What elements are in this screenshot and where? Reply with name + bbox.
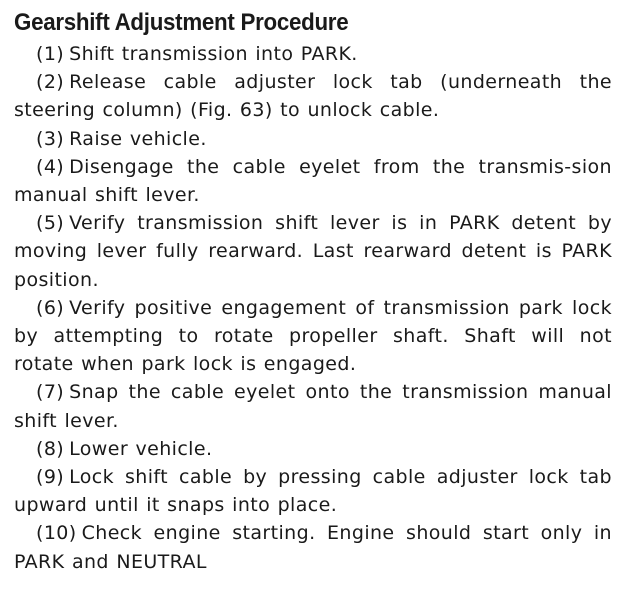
step-number: (5) — [36, 212, 65, 235]
step-text: Shift transmission into PARK. — [69, 43, 358, 65]
step-number: (2) — [36, 71, 65, 94]
step-text: Lock shift cable by pressing cable adjuster lock tab upward until it snaps into place. — [14, 466, 612, 517]
step-text: Verify transmission shift lever is in PARK detent by moving lever fully rearward. Last rearward detent is PARK position. — [14, 212, 612, 291]
procedure-step-6 — [14, 294, 612, 379]
step-text: Snap the cable eyelet onto the transmission manual shift lever. — [14, 381, 612, 432]
step-number: (3) — [36, 127, 65, 150]
procedure-step-7 — [14, 378, 612, 434]
procedure-steps — [14, 40, 612, 576]
step-text: Verify positive engagement of transmission park lock by attempting to rotate propeller shaft. Shaft will not rotate when park lock is engaged. — [14, 296, 612, 376]
procedure-document — [14, 8, 612, 576]
procedure-step-9 — [14, 463, 612, 519]
step-number: (8) — [36, 437, 65, 460]
step-text: Lower vehicle. — [69, 437, 213, 460]
procedure-step-8 — [14, 435, 612, 463]
step-text: Release cable adjuster lock tab (underneath the steering column) (Fig. 63) to unlock cable. — [14, 71, 612, 122]
procedure-step-2 — [14, 68, 612, 124]
step-number: (9) — [36, 466, 65, 489]
step-text: Check engine starting. Engine should start only in PARK and NEUTRAL — [14, 522, 612, 573]
step-text: Raise vehicle. — [69, 127, 207, 150]
procedure-step-4 — [14, 153, 612, 209]
step-number: (1) — [36, 43, 65, 65]
step-text: Disengage the cable eyelet from the transmis-sion manual shift lever. — [14, 155, 612, 207]
procedure-title: Gearshift Adjustment Procedure — [14, 9, 349, 36]
step-number: (6) — [36, 296, 65, 319]
procedure-step-1 — [14, 40, 612, 68]
procedure-step-3 — [14, 125, 612, 153]
step-number: (7) — [36, 381, 65, 404]
step-number: (4) — [36, 155, 65, 178]
procedure-step-10 — [14, 519, 612, 575]
step-number: (10) — [36, 522, 77, 545]
procedure-step-5 — [14, 209, 612, 294]
